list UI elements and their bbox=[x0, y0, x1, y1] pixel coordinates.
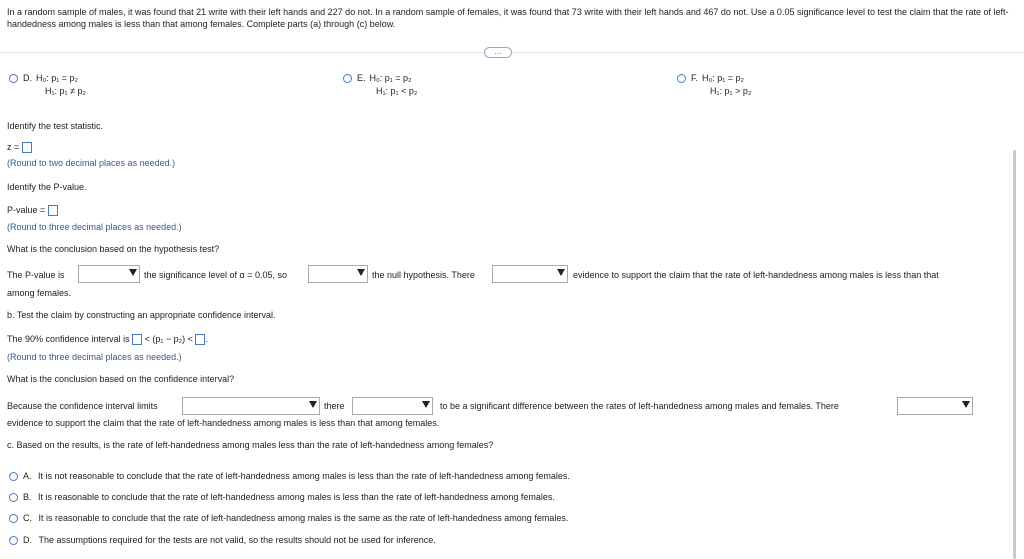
hypothesis-option-d[interactable]: D. H₀: p₁ = p₂ H₁: p₁ ≠ p₂ bbox=[9, 72, 86, 98]
ci-row bbox=[7, 334, 208, 345]
ci-to-be-text: to be a significant difference between the rates of left-handedness among males and females. There bbox=[440, 401, 839, 411]
radio-icon[interactable] bbox=[343, 74, 352, 83]
conclusion-part2: the significance level of α = 0.05, so bbox=[144, 270, 288, 280]
dropdown-arrow-icon bbox=[422, 401, 430, 408]
ci-lower-input[interactable] bbox=[132, 334, 142, 345]
part-c-option-b[interactable]: B. It is reasonable to conclude that the rate of left-handedness among males is less than the rate of left-handedness among females. bbox=[9, 492, 555, 502]
divider bbox=[0, 52, 1024, 53]
problem-prompt: In a random sample of males, it was found that 21 write with their left hands and 227 do not. In a random sample of females, it was found that 73 write with their left hands and 467 do not. Use a 0.05 significance level to test the claim that the rate of left-handedness among males is less than that among females. Complete parts (a) through (c) below. bbox=[7, 7, 1009, 29]
dropdown-arrow-icon bbox=[962, 401, 970, 408]
null-hypothesis-dropdown[interactable] bbox=[308, 265, 368, 283]
dropdown-arrow-icon bbox=[129, 269, 137, 276]
dropdown-arrow-icon bbox=[357, 269, 365, 276]
ci-because-text: Because the confidence interval limits bbox=[7, 401, 158, 411]
p-value-comparison-dropdown[interactable] bbox=[78, 265, 140, 283]
dropdown-arrow-icon bbox=[309, 401, 317, 408]
part-c-heading: c. Based on the results, is the rate of left-handedness among males less than the rate of left-handedness among females? bbox=[7, 440, 494, 450]
ci-evidence-text: evidence to support the claim that the rate of left-handedness among males is less than that among females. bbox=[7, 418, 440, 428]
radio-icon[interactable] bbox=[9, 472, 18, 481]
ci-label: The 90% confidence interval is bbox=[7, 334, 130, 344]
radio-icon[interactable] bbox=[9, 514, 18, 523]
conclusion-prompt: What is the conclusion based on the hypothesis test? bbox=[7, 244, 220, 254]
conclusion-part4: evidence to support the claim that the rate of left-handedness among males is less than that bbox=[573, 270, 939, 280]
conclusion-part1: The P-value is bbox=[7, 270, 65, 280]
part-c-option-a[interactable]: A. It is not reasonable to conclude that the rate of left-handedness among males is less than the rate of left-handedness among females. bbox=[9, 471, 570, 481]
z-row bbox=[7, 142, 32, 153]
h1-label: H₁: p₁ ≠ p₂ bbox=[45, 86, 87, 96]
radio-icon[interactable] bbox=[9, 74, 18, 83]
ci-rounding-note: (Round to three decimal places as needed.) bbox=[7, 352, 182, 362]
p-value-row bbox=[7, 205, 58, 216]
h0-label: H₀: p₁ = p₂ bbox=[369, 73, 412, 83]
z-label: z = bbox=[7, 142, 20, 152]
p-value-rounding-note: (Round to three decimal places as needed.) bbox=[7, 222, 182, 232]
p-value-prompt: Identify the P-value. bbox=[7, 182, 87, 192]
hypothesis-option-f[interactable]: F. H₀: p₁ = p₂ H₁: p₁ > p₂ bbox=[677, 72, 751, 98]
h1-label: H₁: p₁ > p₂ bbox=[710, 86, 752, 96]
ci-evidence-dropdown[interactable] bbox=[897, 397, 973, 415]
part-b-heading: b. Test the claim by constructing an appropriate confidence interval. bbox=[7, 310, 276, 320]
more-button[interactable]: … bbox=[484, 47, 512, 58]
conclusion-part3: the null hypothesis. There bbox=[372, 270, 475, 280]
h1-label: H₁: p₁ < p₂ bbox=[376, 86, 418, 96]
radio-icon[interactable] bbox=[677, 74, 686, 83]
ci-appears-dropdown[interactable] bbox=[352, 397, 433, 415]
ci-end: . bbox=[205, 334, 208, 344]
ci-conclusion-prompt: What is the conclusion based on the confidence interval? bbox=[7, 374, 235, 384]
radio-icon[interactable] bbox=[9, 493, 18, 502]
h0-label: H₀: p₁ = p₂ bbox=[702, 73, 745, 83]
ci-limits-dropdown[interactable] bbox=[182, 397, 320, 415]
p-value-label: P-value = bbox=[7, 205, 46, 215]
ci-middle: < (p₁ − p₂) < bbox=[144, 334, 193, 344]
radio-icon[interactable] bbox=[9, 536, 18, 545]
test-statistic-prompt: Identify the test statistic. bbox=[7, 121, 104, 131]
z-rounding-note: (Round to two decimal places as needed.) bbox=[7, 158, 176, 168]
ci-there-text: there bbox=[324, 401, 345, 411]
part-c-option-c[interactable]: C. It is reasonable to conclude that the rate of left-handedness among males is the same as the rate of left-handedness among females. bbox=[9, 513, 568, 523]
vertical-scrollbar[interactable] bbox=[1013, 150, 1016, 559]
dropdown-arrow-icon bbox=[557, 269, 565, 276]
evidence-dropdown[interactable] bbox=[492, 265, 568, 283]
p-value-input[interactable] bbox=[48, 205, 58, 216]
z-input[interactable] bbox=[22, 142, 32, 153]
hypothesis-option-e[interactable]: E. H₀: p₁ = p₂ H₁: p₁ < p₂ bbox=[343, 72, 417, 98]
ci-upper-input[interactable] bbox=[195, 334, 205, 345]
conclusion-part5: among females. bbox=[7, 288, 72, 298]
h0-label: H₀: p₁ = p₂ bbox=[36, 73, 79, 83]
part-c-option-d[interactable]: D. The assumptions required for the tests are not valid, so the results should not be used for inference. bbox=[9, 535, 436, 545]
